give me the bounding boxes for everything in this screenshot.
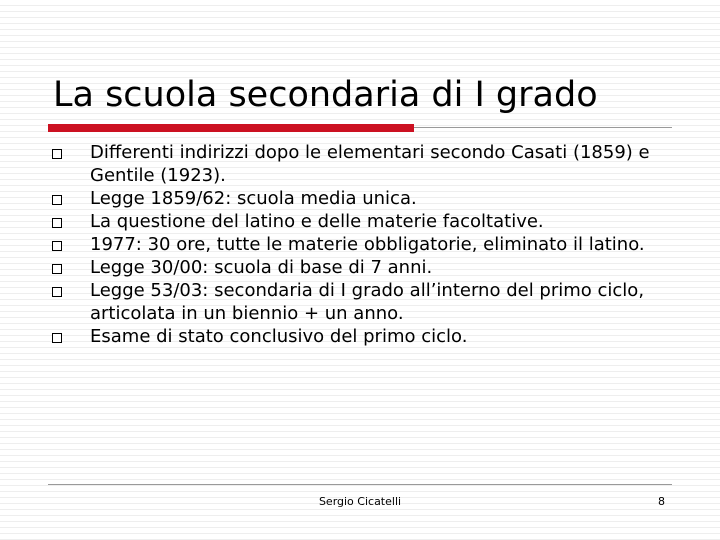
bullet-item [52, 325, 682, 348]
bullet-text: Legge 30/00: scuola di base di 7 anni. [90, 257, 433, 278]
square-bullet-icon [52, 241, 62, 251]
bullet-text: 1977: 30 ore, tutte le materie obbligatorie, eliminato il latino. [90, 234, 645, 255]
bullet-text: Legge 53/03: secondaria di I grado all’interno del primo ciclo, articolata in un biennio + un anno. [90, 280, 645, 324]
bullet-item [52, 210, 682, 233]
bullet-text: Legge 1859/62: scuola media unica. [90, 188, 417, 209]
square-bullet-icon [52, 149, 62, 159]
square-bullet-icon [52, 264, 62, 274]
page-number: 8 [658, 495, 665, 508]
bullet-list [52, 141, 682, 348]
square-bullet-icon [52, 195, 62, 205]
bullet-item [52, 256, 682, 279]
square-bullet-icon [52, 218, 62, 228]
square-bullet-icon [52, 333, 62, 343]
bullet-item [52, 187, 682, 210]
title-underline-rule [414, 127, 672, 128]
bullet-text: La questione del latino e delle materie facoltative. [90, 211, 544, 232]
bullet-text: Differenti indirizzi dopo le elementari secondo Casati (1859) e Gentile (1923). [90, 142, 650, 186]
bullet-text: Esame di stato conclusivo del primo ciclo. [90, 326, 468, 347]
bullet-item [52, 141, 682, 187]
square-bullet-icon [52, 287, 62, 297]
bullet-item [52, 279, 682, 325]
footer-divider [48, 484, 672, 485]
footer-author: Sergio Cicatelli [318, 495, 402, 508]
bullet-item [52, 233, 682, 256]
slide-title: La scuola secondaria di I grado [53, 75, 598, 115]
title-underline-accent [48, 124, 414, 132]
